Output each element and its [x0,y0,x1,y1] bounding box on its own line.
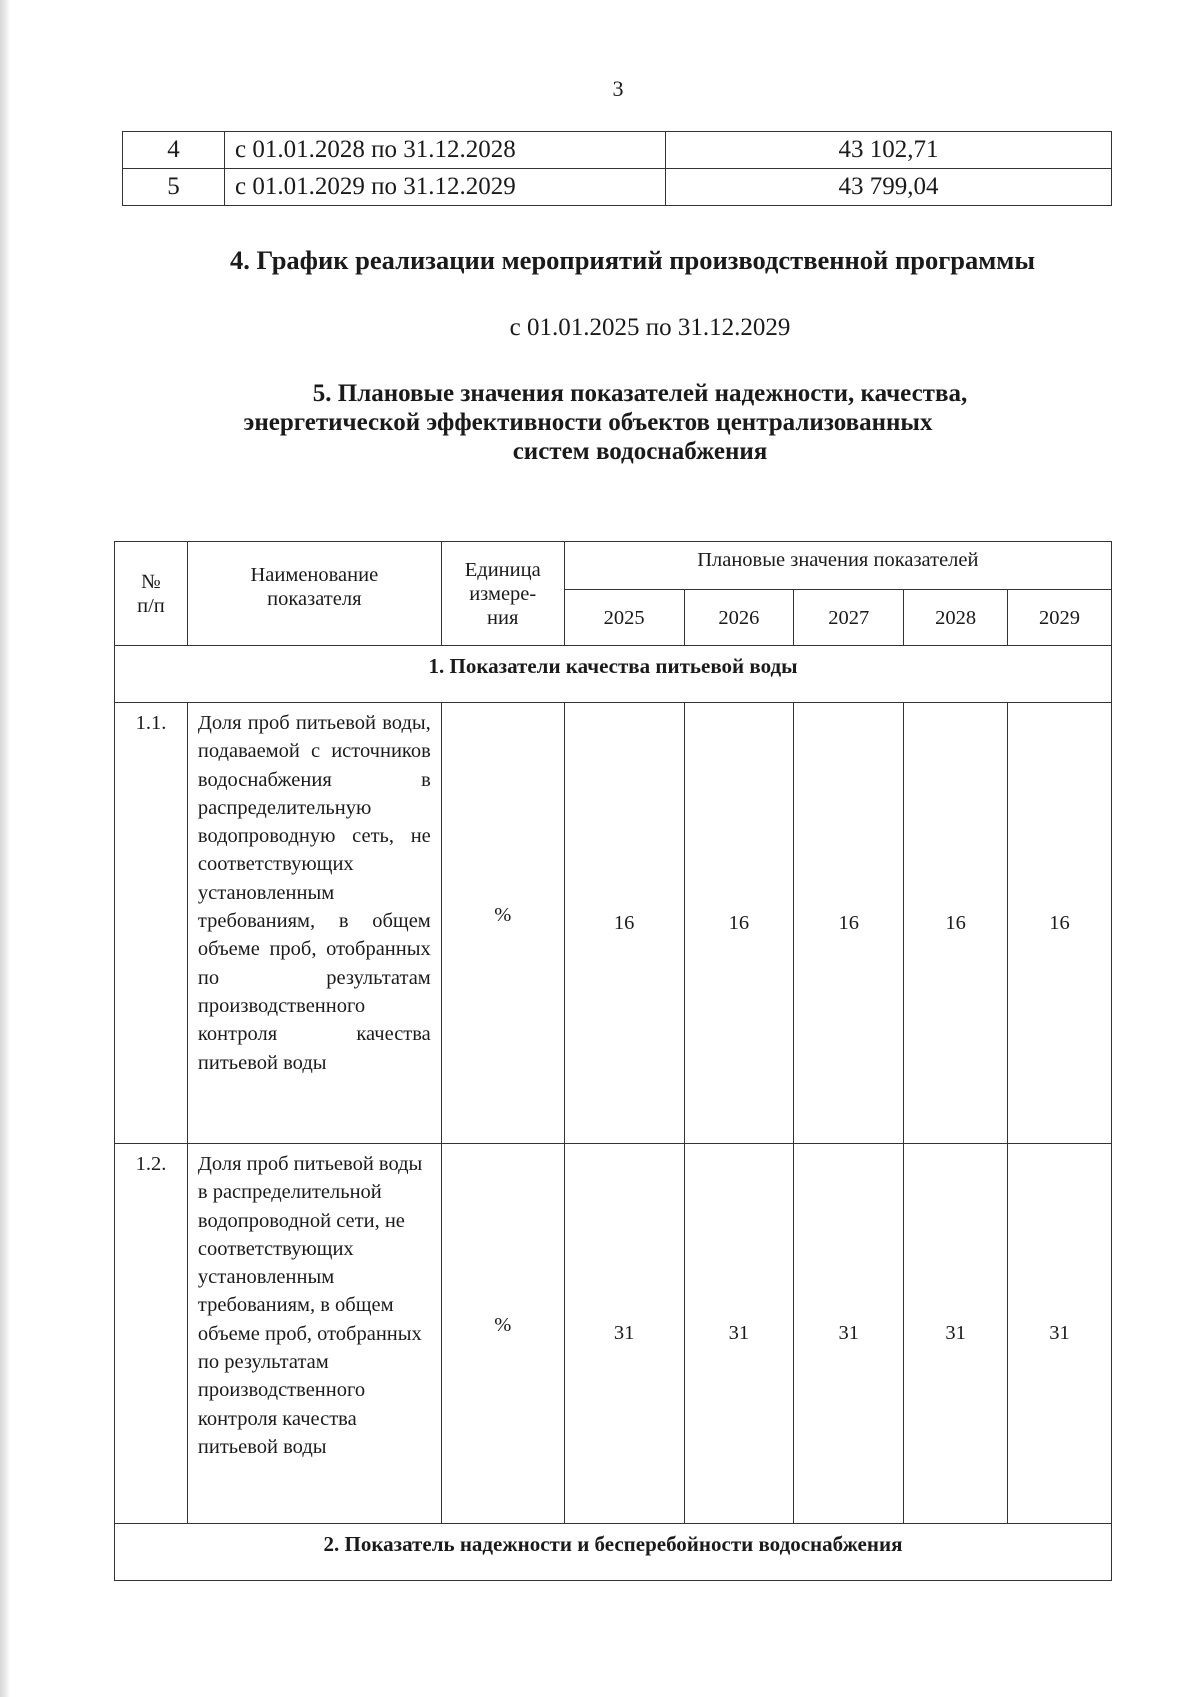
value-cell: 16 [794,703,904,1144]
year-cell: 2026 [684,590,794,646]
value-cell: 31 [564,1144,684,1524]
header-name [187,542,441,646]
header-plan: Плановые значения показателей [564,542,1111,590]
scan-edge-shadow [0,0,10,1697]
value-cell: 16 [1008,703,1112,1144]
period-cell: с 01.01.2029 по 31.12.2029 [225,169,666,206]
value-cell: 31 [904,1144,1008,1524]
header-unit [441,542,564,646]
value-cell: 43 799,04 [666,169,1112,206]
value-cell: 16 [904,703,1008,1144]
value-cell: 31 [1008,1144,1112,1524]
tariff-period-table [122,131,1112,206]
section-4-period: с 01.01.2025 по 31.12.2029 [509,314,791,341]
section-5-heading [180,379,1100,466]
header-text: показателя [267,587,362,610]
row-number: 1.2. [115,1144,188,1524]
header-num [115,542,188,646]
section-row [115,646,1112,703]
header-text: ния [487,606,519,629]
table-row [115,1144,1112,1524]
table-row [123,132,1112,169]
row-number: 5 [123,169,225,206]
header-text: № [141,570,161,593]
table-row [115,703,1112,1144]
unit-cell: % [441,703,564,1144]
heading-line: энергетической эффективности объектов централизованных [243,409,933,436]
value-cell: 31 [684,1144,794,1524]
year-cell: 2029 [1008,590,1112,646]
value-cell: 16 [564,703,684,1144]
header-row [115,542,1112,590]
heading-line: 5. Плановые значения показателей надежности, качества, [312,380,968,407]
header-text: измере- [469,582,537,605]
value-cell: 31 [794,1144,904,1524]
section-2-title: 2. Показатель надежности и бесперебойности водоснабжения [115,1524,1112,1581]
value-cell: 43 102,71 [666,132,1112,169]
section-4-heading: 4. График реализации мероприятий производственной программы [230,245,1036,275]
heading-line: систем водоснабжения [512,438,768,465]
row-number: 4 [123,132,225,169]
unit-cell: % [441,1144,564,1524]
value-cell: 16 [684,703,794,1144]
year-cell: 2028 [904,590,1008,646]
indicator-name: Доля проб питьевой воды, подаваемой с источников водоснабжения в распределительную водопроводную сеть, не соответствующих установленным требованиям, в общем объеме проб, отобранных по результатам производственного контроля качества питьевой воды [187,703,441,1144]
indicators-table [114,541,1112,1581]
table-row [123,169,1112,206]
row-number: 1.1. [115,703,188,1144]
indicator-name: Доля проб питьевой воды в распределительной водопроводной сети, не соответствующих установленным требованиям, в общем объеме проб, отобранных по результатам производственного контроля качества питьевой воды [187,1144,441,1524]
period-cell: с 01.01.2028 по 31.12.2028 [225,132,666,169]
header-text: п/п [137,594,165,617]
header-text: Наименование [250,563,379,586]
page-number: 3 [612,76,624,101]
section-row [115,1524,1112,1581]
year-cell: 2027 [794,590,904,646]
header-text: Единица [464,558,541,581]
year-cell: 2025 [564,590,684,646]
section-1-title: 1. Показатели качества питьевой воды [115,646,1112,703]
